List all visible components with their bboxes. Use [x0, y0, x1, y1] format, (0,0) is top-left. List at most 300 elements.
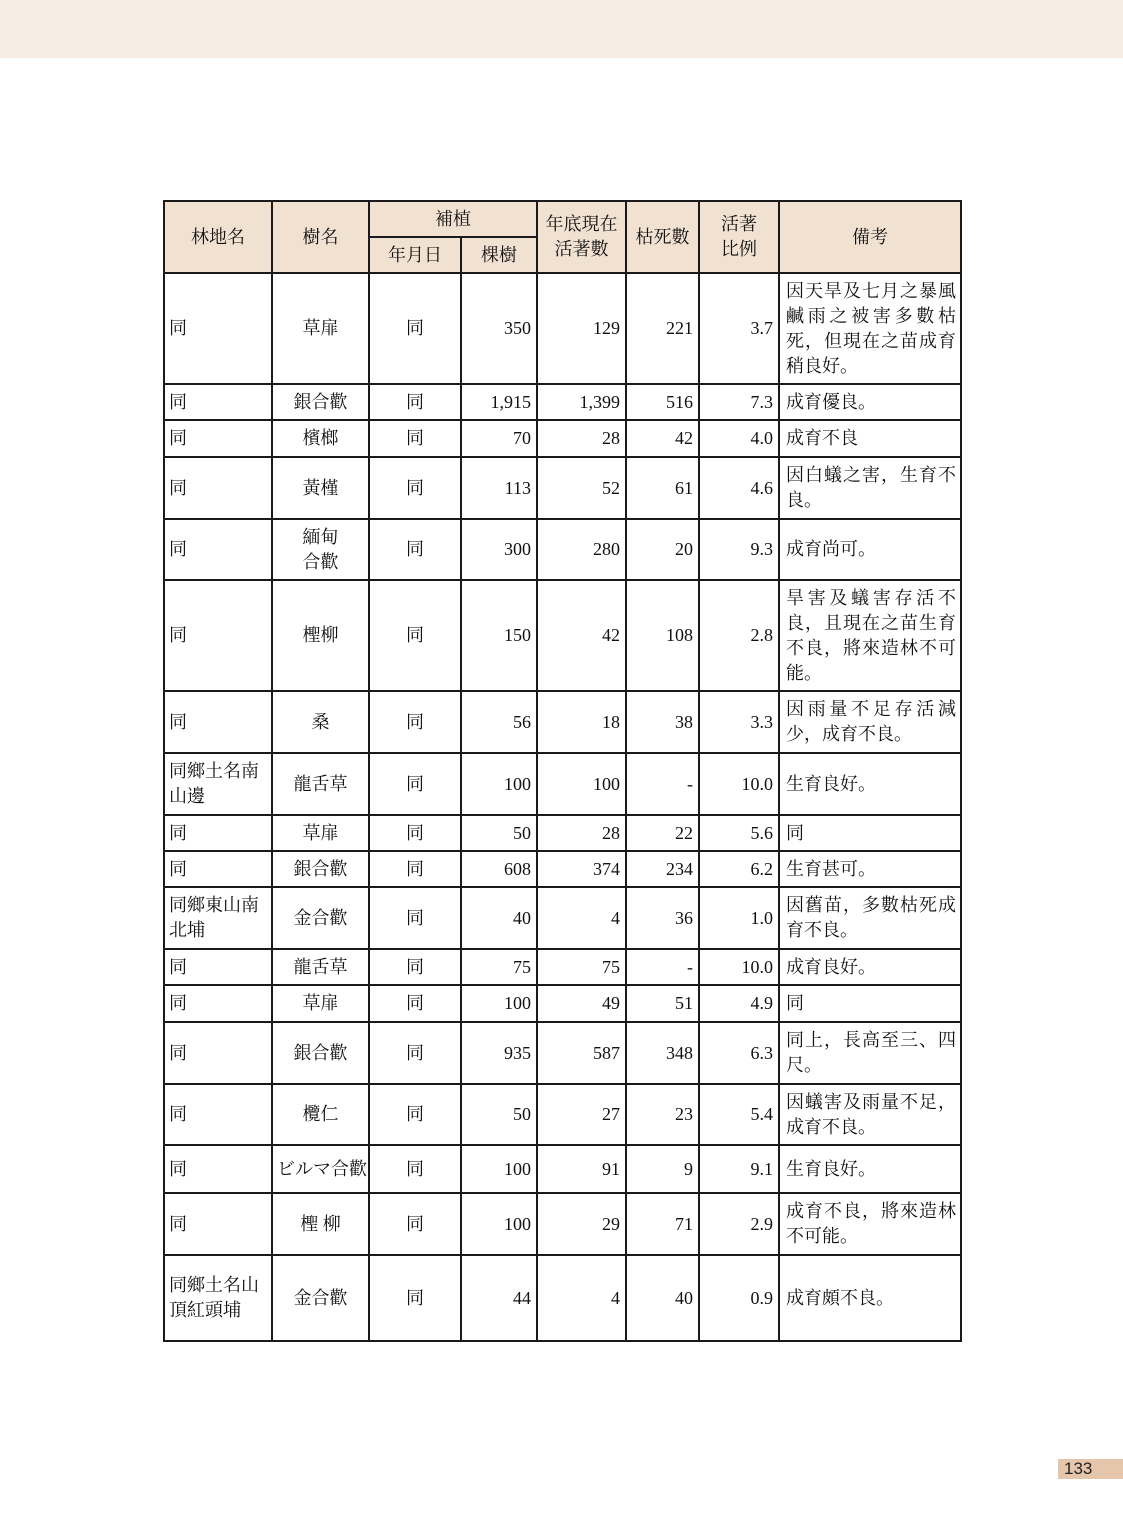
cell-note	[779, 1145, 961, 1193]
cell-dead-text: 516	[666, 391, 693, 412]
cell-ratio	[699, 949, 779, 985]
cell-dead	[626, 457, 699, 519]
cell-tree-text: 檉 柳	[300, 1213, 341, 1234]
cell-alive-text: 28	[602, 822, 620, 843]
cell-alive	[537, 273, 626, 384]
cell-forest	[164, 887, 272, 949]
cell-tree	[272, 580, 369, 691]
cell-date	[369, 851, 461, 887]
cell-forest	[164, 851, 272, 887]
cell-ratio-text: 5.4	[750, 1104, 773, 1124]
table-row	[164, 1255, 961, 1341]
cell-date	[369, 691, 461, 753]
cell-note	[779, 420, 961, 457]
cell-date	[369, 457, 461, 519]
cell-tree	[272, 1145, 369, 1193]
cell-date-text: 同	[406, 1104, 424, 1124]
cell-alive	[537, 1022, 626, 1084]
cell-tree-text: 檉柳	[302, 625, 339, 645]
cell-ratio-text: 9.1	[750, 1158, 773, 1179]
cell-dead	[626, 985, 699, 1022]
cell-ratio	[699, 1193, 779, 1255]
cell-alive-text: 1,399	[579, 391, 620, 412]
cell-forest	[164, 1255, 272, 1341]
cell-count	[461, 851, 537, 887]
table-row	[164, 519, 961, 580]
cell-count	[461, 985, 537, 1022]
cell-forest	[164, 519, 272, 580]
cell-count-text: 70	[513, 428, 531, 448]
cell-dead	[626, 1022, 699, 1084]
cell-tree	[272, 887, 369, 949]
cell-date	[369, 384, 461, 420]
cell-date	[369, 815, 461, 851]
cell-forest	[164, 815, 272, 851]
cell-date-text: 同	[406, 1158, 424, 1179]
cell-date	[369, 985, 461, 1022]
cell-alive-text: 42	[602, 625, 620, 645]
cell-alive-text: 18	[602, 711, 620, 732]
cell-alive	[537, 580, 626, 691]
cell-ratio-text: 9.3	[750, 539, 773, 559]
cell-date-text: 同	[406, 711, 424, 732]
cell-count-text: 50	[513, 822, 531, 843]
header-note: 備考	[779, 201, 961, 273]
cell-date-text: 同	[406, 318, 424, 338]
cell-dead-text: 20	[675, 539, 693, 559]
cell-forest	[164, 1193, 272, 1255]
cell-dead-text: 71	[675, 1213, 693, 1234]
table-row	[164, 753, 961, 815]
cell-note	[779, 1193, 961, 1255]
cell-note	[779, 1255, 961, 1341]
cell-ratio-text: 2.8	[750, 625, 773, 645]
cell-dead	[626, 851, 699, 887]
cell-date	[369, 580, 461, 691]
header-count: 棵樹	[461, 237, 537, 273]
cell-date-text: 同	[406, 822, 424, 843]
cell-alive	[537, 691, 626, 753]
cell-ratio	[699, 691, 779, 753]
cell-ratio	[699, 384, 779, 420]
header-tree: 樹名	[272, 201, 369, 273]
table-row	[164, 273, 961, 384]
cell-date	[369, 1145, 461, 1193]
cell-alive-text: 4	[611, 1287, 620, 1308]
cell-date	[369, 1255, 461, 1341]
cell-count-text: 300	[504, 539, 531, 559]
cell-tree-text: 桑	[311, 711, 330, 732]
cell-dead	[626, 887, 699, 949]
cell-dead-text: 108	[666, 625, 693, 645]
header-ratio	[699, 201, 779, 273]
cell-forest-text: 同鄉土名山頂紅頭埔	[169, 1275, 259, 1320]
cell-alive	[537, 1255, 626, 1341]
cell-tree	[272, 457, 369, 519]
cell-alive	[537, 1145, 626, 1193]
header-replant: 補植	[369, 201, 537, 237]
cell-alive	[537, 753, 626, 815]
cell-tree-text: 金合歡	[293, 1287, 348, 1308]
table-row	[164, 815, 961, 851]
cell-alive-text: 75	[602, 956, 620, 977]
cell-date	[369, 1022, 461, 1084]
cell-tree	[272, 851, 369, 887]
cell-count-text: 100	[504, 1213, 531, 1234]
cell-date-text: 同	[406, 1213, 424, 1234]
table-row	[164, 580, 961, 691]
cell-dead-text: 42	[675, 428, 693, 448]
cell-dead	[626, 273, 699, 384]
cell-tree	[272, 1255, 369, 1341]
cell-ratio	[699, 1255, 779, 1341]
cell-date	[369, 420, 461, 457]
cell-ratio-text: 3.3	[750, 711, 773, 732]
table-row	[164, 384, 961, 420]
cell-count-text: 150	[504, 625, 531, 645]
cell-alive-text: 374	[593, 858, 620, 879]
cell-alive-text: 28	[602, 428, 620, 448]
cell-note-text: 生育甚可。	[786, 858, 876, 879]
cell-count	[461, 519, 537, 580]
cell-forest-text: 同	[169, 1213, 187, 1234]
cell-dead	[626, 1084, 699, 1145]
cell-note	[779, 1022, 961, 1084]
cell-tree	[272, 815, 369, 851]
cell-tree	[272, 691, 369, 753]
cell-note	[779, 457, 961, 519]
cell-date	[369, 519, 461, 580]
cell-date-text: 同	[406, 625, 424, 645]
cell-date	[369, 1084, 461, 1145]
cell-dead-text: 234	[666, 858, 693, 879]
cell-note-text: 成育尚可。	[786, 539, 876, 559]
cell-date-text: 同	[406, 391, 424, 412]
cell-date	[369, 1193, 461, 1255]
cell-forest-text: 同	[169, 477, 187, 498]
cell-note	[779, 273, 961, 384]
cell-count-text: 100	[504, 773, 531, 794]
cell-forest-text: 同	[169, 539, 187, 559]
cell-forest	[164, 1084, 272, 1145]
cell-ratio-text: 3.7	[750, 318, 773, 338]
cell-dead	[626, 815, 699, 851]
header-ratio-text: 活著比例	[720, 214, 757, 259]
cell-tree-text: ビルマ合歡	[277, 1158, 367, 1179]
cell-note-text: 同	[786, 993, 804, 1013]
cell-note-text: 因白蟻之害，生育不良。	[786, 465, 956, 510]
cell-tree-text: 龍舌草	[293, 773, 348, 794]
cell-ratio	[699, 815, 779, 851]
cell-dead-text: 22	[675, 822, 693, 843]
cell-count	[461, 1145, 537, 1193]
cell-tree-text: 金合歡	[293, 907, 348, 928]
cell-dead-text: 23	[675, 1104, 693, 1124]
cell-forest-text: 同	[169, 993, 187, 1013]
cell-alive-text: 52	[602, 477, 620, 498]
cell-tree	[272, 753, 369, 815]
cell-ratio	[699, 985, 779, 1022]
cell-tree-text: 龍舌草	[293, 956, 348, 977]
cell-tree-text: 銀合歡	[293, 1042, 348, 1063]
cell-alive-text: 49	[602, 993, 620, 1013]
cell-alive-text: 100	[593, 773, 620, 794]
cell-forest-text: 同	[169, 711, 187, 732]
cell-date-text: 同	[406, 1287, 424, 1308]
cell-count	[461, 384, 537, 420]
cell-note	[779, 985, 961, 1022]
cell-tree	[272, 384, 369, 420]
cell-note	[779, 815, 961, 851]
cell-tree-text: 銀合歡	[293, 858, 348, 879]
cell-note	[779, 949, 961, 985]
cell-forest-text: 同	[169, 956, 187, 977]
cell-ratio-text: 6.3	[750, 1042, 773, 1063]
cell-alive	[537, 815, 626, 851]
cell-note-text: 生育良好。	[786, 1158, 876, 1179]
cell-dead	[626, 1145, 699, 1193]
cell-forest-text: 同	[169, 1104, 187, 1124]
cell-forest-text: 同鄉土名南山邊	[169, 761, 259, 806]
cell-ratio-text: 4.6	[750, 477, 773, 498]
cell-forest	[164, 949, 272, 985]
cell-ratio	[699, 580, 779, 691]
cell-note-text: 旱害及蟻害存活不良，且現在之苗生育不良，將來造林不可能。	[786, 587, 956, 683]
cell-ratio-text: 1.0	[750, 907, 773, 928]
cell-date-text: 同	[406, 428, 424, 448]
cell-forest-text: 同	[169, 822, 187, 843]
cell-alive	[537, 457, 626, 519]
cell-tree	[272, 420, 369, 457]
table-row	[164, 1145, 961, 1193]
cell-dead-text: 61	[675, 477, 693, 498]
cell-tree-text: 欖仁	[302, 1104, 339, 1124]
cell-alive	[537, 985, 626, 1022]
cell-dead	[626, 420, 699, 457]
cell-forest-text: 同	[169, 318, 187, 338]
cell-alive	[537, 1193, 626, 1255]
cell-ratio-text: 4.9	[750, 993, 773, 1013]
cell-note-text: 同	[786, 822, 804, 843]
cell-tree	[272, 519, 369, 580]
cell-forest-text: 同	[169, 391, 187, 412]
cell-note	[779, 753, 961, 815]
cell-alive-text: 91	[602, 1158, 620, 1179]
cell-tree-text: 緬甸合歡	[302, 526, 339, 572]
cell-date-text: 同	[406, 539, 424, 559]
cell-forest-text: 同	[169, 428, 187, 448]
cell-alive	[537, 1084, 626, 1145]
cell-count	[461, 1255, 537, 1341]
cell-note	[779, 519, 961, 580]
cell-alive	[537, 420, 626, 457]
cell-date	[369, 753, 461, 815]
cell-tree	[272, 1022, 369, 1084]
cell-alive-text: 27	[602, 1104, 620, 1124]
cell-note	[779, 384, 961, 420]
cell-dead-text: 40	[675, 1287, 693, 1308]
cell-forest	[164, 691, 272, 753]
cell-date	[369, 273, 461, 384]
cell-alive	[537, 384, 626, 420]
cell-note-text: 因蟻害及雨量不足，成育不良。	[786, 1091, 956, 1137]
cell-alive	[537, 887, 626, 949]
cell-ratio	[699, 420, 779, 457]
cell-count-text: 75	[513, 956, 531, 977]
cell-alive	[537, 949, 626, 985]
cell-note-text: 成育不良，將來造林不可能。	[786, 1201, 956, 1246]
header-alive-text: 年底現在活著數	[545, 214, 618, 259]
cell-count-text: 100	[504, 1158, 531, 1179]
planting-table	[163, 200, 962, 1342]
cell-count-text: 113	[504, 477, 531, 498]
cell-alive-text: 4	[611, 907, 620, 928]
cell-ratio	[699, 519, 779, 580]
cell-count-text: 935	[504, 1042, 531, 1063]
cell-ratio-text: 4.0	[750, 428, 773, 448]
cell-count-text: 608	[504, 858, 531, 879]
cell-forest	[164, 1022, 272, 1084]
cell-count-text: 44	[513, 1287, 531, 1308]
table-row	[164, 457, 961, 519]
cell-ratio	[699, 457, 779, 519]
cell-count	[461, 457, 537, 519]
table-row	[164, 1084, 961, 1145]
cell-note-text: 因天旱及七月之暴風鹹雨之被害多數枯死，但現在之苗成育稍良好。	[786, 280, 956, 376]
cell-tree-text: 銀合歡	[293, 391, 348, 412]
cell-forest	[164, 753, 272, 815]
cell-ratio	[699, 273, 779, 384]
header-forest: 林地名	[164, 201, 272, 273]
table-row	[164, 1193, 961, 1255]
cell-ratio-text: 10.0	[741, 956, 773, 977]
cell-dead-text: 38	[675, 711, 693, 732]
cell-forest	[164, 985, 272, 1022]
cell-forest	[164, 273, 272, 384]
cell-count	[461, 753, 537, 815]
cell-forest	[164, 580, 272, 691]
cell-date-text: 同	[406, 773, 424, 794]
cell-ratio	[699, 1022, 779, 1084]
cell-alive-text: 129	[593, 318, 620, 338]
table-row	[164, 420, 961, 457]
cell-forest-text: 同	[169, 858, 187, 879]
cell-dead-text: 348	[666, 1042, 693, 1063]
cell-forest-text: 同鄉東山南北埔	[169, 895, 259, 940]
cell-count-text: 56	[513, 711, 531, 732]
cell-alive	[537, 851, 626, 887]
cell-note	[779, 691, 961, 753]
cell-note-text: 因舊苗，多數枯死成育不良。	[786, 895, 956, 940]
cell-ratio-text: 5.6	[750, 822, 773, 843]
header-dead: 枯死數	[626, 201, 699, 273]
cell-dead-text: 36	[675, 907, 693, 928]
cell-dead	[626, 1255, 699, 1341]
cell-dead	[626, 753, 699, 815]
cell-dead-text: 221	[666, 318, 693, 338]
cell-tree-text: 黃槿	[302, 477, 339, 498]
cell-forest	[164, 457, 272, 519]
table-row	[164, 1022, 961, 1084]
cell-tree-text: 草扉	[302, 822, 339, 843]
cell-count	[461, 1193, 537, 1255]
cell-dead-text: -	[687, 773, 693, 794]
cell-dead	[626, 949, 699, 985]
cell-ratio-text: 6.2	[750, 858, 773, 879]
cell-count-text: 40	[513, 907, 531, 928]
cell-date	[369, 949, 461, 985]
cell-count	[461, 815, 537, 851]
cell-dead-text: 9	[684, 1158, 693, 1179]
cell-forest	[164, 420, 272, 457]
cell-alive-text: 587	[593, 1042, 620, 1063]
cell-count	[461, 691, 537, 753]
cell-tree	[272, 273, 369, 384]
cell-alive	[537, 519, 626, 580]
cell-note-text: 同上，長高至三、四尺。	[786, 1030, 956, 1075]
cell-count	[461, 887, 537, 949]
cell-count	[461, 949, 537, 985]
header-date: 年月日	[369, 237, 461, 273]
table-row	[164, 887, 961, 949]
cell-dead	[626, 519, 699, 580]
cell-note	[779, 851, 961, 887]
cell-dead-text: -	[687, 956, 693, 977]
cell-ratio-text: 10.0	[741, 773, 773, 794]
cell-forest-text: 同	[169, 1042, 187, 1063]
cell-alive-text: 29	[602, 1213, 620, 1234]
cell-tree	[272, 985, 369, 1022]
cell-count	[461, 1022, 537, 1084]
cell-alive-text: 280	[593, 539, 620, 559]
cell-note-text: 成育良好。	[786, 956, 876, 977]
cell-date-text: 同	[406, 907, 424, 928]
cell-count	[461, 273, 537, 384]
cell-date	[369, 887, 461, 949]
cell-tree-text: 草扉	[302, 993, 339, 1013]
cell-ratio	[699, 753, 779, 815]
table-row	[164, 949, 961, 985]
cell-forest	[164, 384, 272, 420]
cell-forest-text: 同	[169, 1158, 187, 1179]
cell-ratio-text: 2.9	[750, 1213, 773, 1234]
cell-dead-text: 51	[675, 993, 693, 1013]
table-row	[164, 691, 961, 753]
cell-count-text: 350	[504, 318, 531, 338]
cell-ratio-text: 0.9	[750, 1287, 773, 1308]
table-row	[164, 851, 961, 887]
header-alive	[537, 201, 626, 273]
cell-tree	[272, 1193, 369, 1255]
table-row	[164, 985, 961, 1022]
cell-date-text: 同	[406, 1042, 424, 1063]
cell-date-text: 同	[406, 993, 424, 1013]
cell-note-text: 成育不良	[786, 428, 858, 448]
cell-note-text: 成育頗不良。	[786, 1287, 894, 1308]
cell-note	[779, 580, 961, 691]
cell-count-text: 1,915	[490, 391, 531, 412]
cell-forest	[164, 1145, 272, 1193]
cell-ratio	[699, 1145, 779, 1193]
top-band	[0, 0, 1123, 58]
page-number: 133	[1058, 1459, 1123, 1479]
cell-date-text: 同	[406, 477, 424, 498]
cell-tree-text: 檳榔	[302, 428, 339, 448]
cell-note-text: 成育優良。	[786, 391, 876, 412]
cell-count-text: 100	[504, 993, 531, 1013]
cell-dead	[626, 580, 699, 691]
cell-note-text: 生育良好。	[786, 773, 876, 794]
